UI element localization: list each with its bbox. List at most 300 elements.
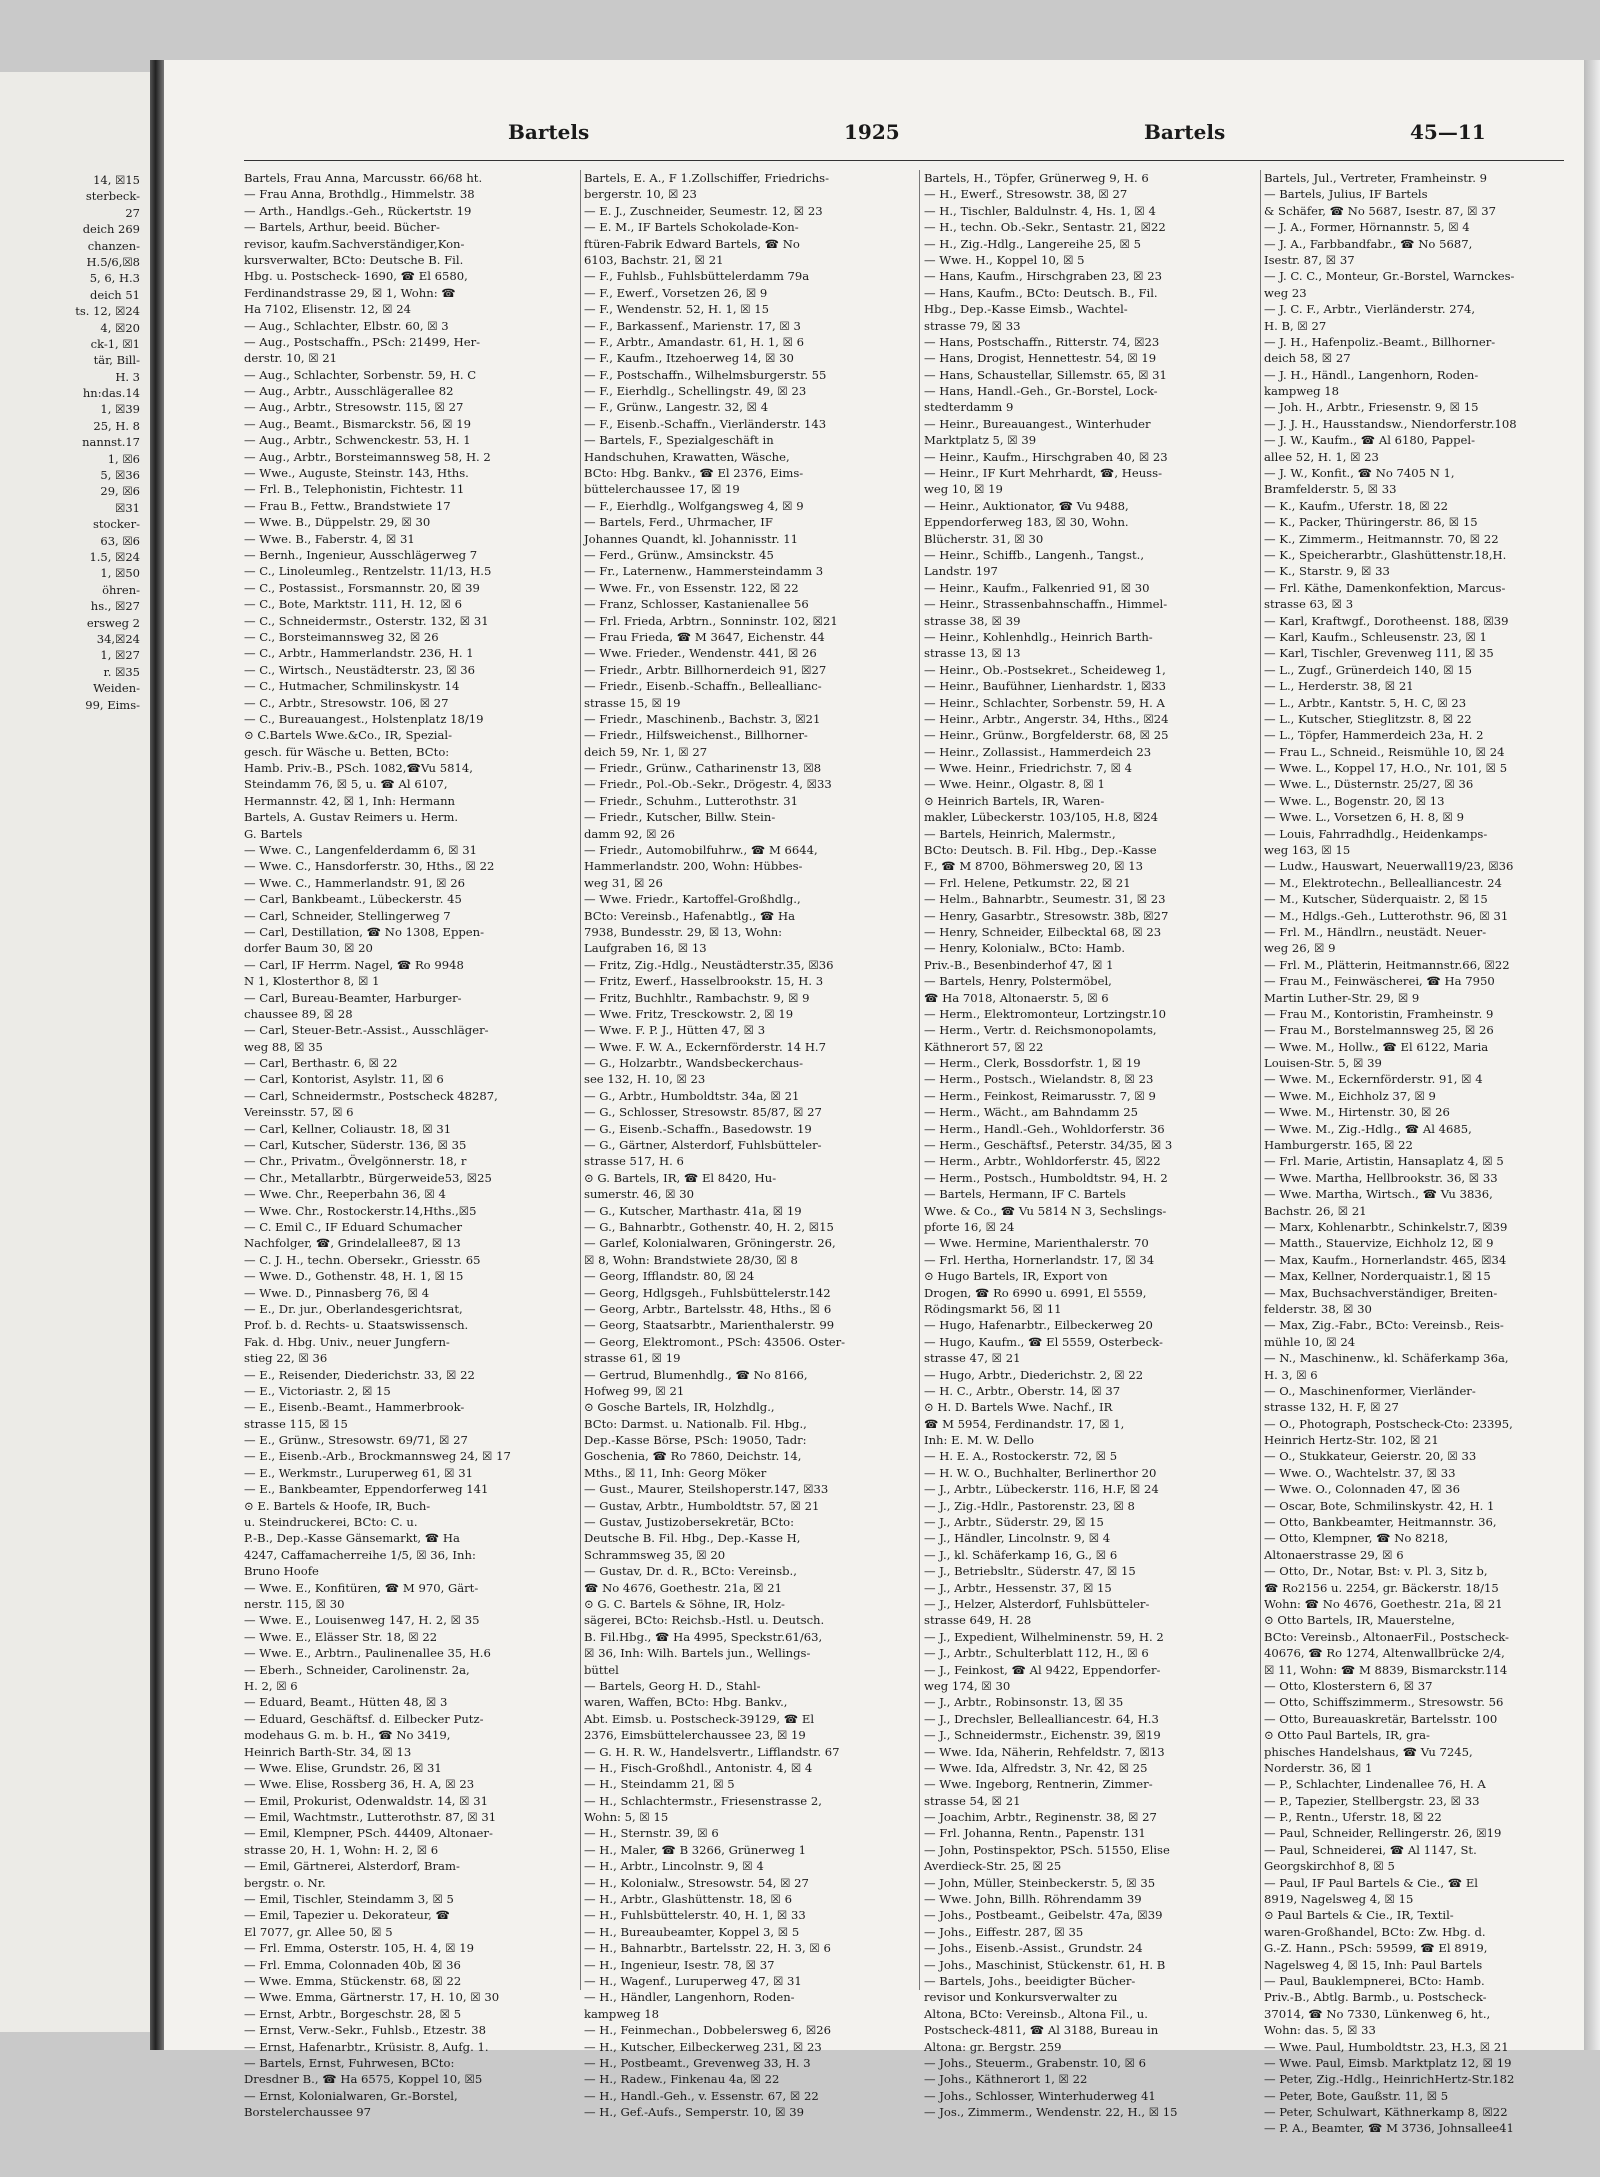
- directory-entry: — J. C. C., Monteur, Gr.-Borstel, Warnckes-: [1264, 269, 1515, 284]
- directory-entry: — E., Eisenb.-Arb., Brockmannsweg 24, ☒ 17: [244, 1449, 511, 1464]
- directory-entry: El 7077, gr. Allee 50, ☒ 5: [244, 1924, 393, 1939]
- directory-entry: G.-Z. Hann., PSch: 59599, ☎ El 8919,: [1264, 1941, 1488, 1956]
- directory-entry: — J., Schneidermstr., Eichenstr. 39, ☒19: [924, 1728, 1161, 1743]
- directory-entry: dorfer Baum 30, ☒ 20: [244, 941, 373, 956]
- directory-entry: — E. J., Zuschneider, Seumestr. 12, ☒ 23: [584, 203, 823, 218]
- directory-entry: revisor, kaufm.Sachverständiger,Kon-: [244, 236, 465, 251]
- directory-entry: — Helm., Bahnarbtr., Seumestr. 31, ☒ 23: [924, 892, 1166, 907]
- directory-entry: — Carl, Schneider, Stellingerweg 7: [244, 908, 451, 923]
- directory-entry: — Wwe. M., Hollw., ☎ El 6122, Maria: [1264, 1039, 1489, 1054]
- directory-entry: bergstr. o. Nr.: [244, 1875, 326, 1890]
- directory-entry: — Wwe. Chr., Reeperbahn 36, ☒ 4: [244, 1187, 446, 1202]
- directory-entry: — J. H., Händl., Langenhorn, Roden-: [1264, 367, 1479, 382]
- directory-entry: chaussee 89, ☒ 28: [244, 1006, 353, 1021]
- directory-entry: Nachfolger, ☎, Grindelallee87, ☒ 13: [244, 1236, 461, 1251]
- directory-entry: ☒ 36, Inh: Wilh. Bartels jun., Wellings-: [584, 1646, 811, 1661]
- directory-entry: — Friedr., Pol.-Ob.-Sekr., Drögestr. 4, ☒33: [584, 777, 832, 792]
- previous-page-line: 14, ☒15: [93, 173, 140, 187]
- directory-entry: — Peter, Zig.-Hdlg., HeinrichHertz-Str.182: [1264, 2072, 1515, 2087]
- directory-entry: Ferdinandstrasse 29, ☒ 1, Wohn: ☎: [244, 285, 456, 300]
- directory-entry: Käthnerort 57, ☒ 22: [924, 1039, 1044, 1054]
- directory-entry: Blücherstr. 31, ☒ 30: [924, 531, 1044, 546]
- directory-entry: — Heinr., Kaufm., Falkenried 91, ☒ 30: [924, 580, 1150, 595]
- directory-entry: — K., Packer, Thüringerstr. 86, ☒ 15: [1264, 515, 1478, 530]
- directory-entry: Prof. b. d. Rechts- u. Staatswissensch.: [244, 1318, 469, 1333]
- directory-entry: deich 58, ☒ 27: [1264, 351, 1351, 366]
- directory-entry: — K., Kaufm., Uferstr. 18, ☒ 22: [1264, 498, 1449, 513]
- previous-page-line: ☒31: [115, 500, 140, 515]
- directory-entry: — Henry, Schneider, Eilbecktal 68, ☒ 23: [924, 924, 1162, 939]
- directory-entry: — Ernst, Verw.-Sekr., Fuhlsb., Etzestr. 38: [244, 2023, 486, 2038]
- directory-entry: — Wwe. F. P. J., Hütten 47, ☒ 3: [584, 1023, 766, 1038]
- directory-entry: — Frau B., Fettw., Brandstwiete 17: [244, 498, 451, 513]
- directory-entry: — Emil, Prokurist, Odenwaldstr. 14, ☒ 31: [244, 1793, 488, 1808]
- directory-entry: Heinrich Hertz-Str. 102, ☒ 21: [1264, 1433, 1439, 1448]
- previous-page-column: [0, 172, 140, 713]
- directory-entry: — P., Rentn., Uferstr. 18, ☒ 22: [1264, 1810, 1442, 1825]
- directory-entry: — Ludw., Hauswart, Neuerwall19/23, ☒36: [1264, 859, 1514, 874]
- directory-entry: — F., Wendenstr. 52, H. 1, ☒ 15: [584, 302, 770, 317]
- directory-entry: — Ferd., Grünw., Amsinckstr. 45: [584, 547, 774, 562]
- directory-entry: — Hugo, Kaufm., ☎ El 5559, Osterbeck-: [924, 1334, 1163, 1349]
- directory-entry: bergerstr. 10, ☒ 23: [584, 187, 697, 202]
- directory-entry: — K., Speicherarbtr., Glashüttenstr.18,H.: [1264, 547, 1507, 562]
- directory-entry: — E., Bankbeamter, Eppendorferweg 141: [244, 1482, 489, 1497]
- directory-entry: mühle 10, ☒ 24: [1264, 1334, 1356, 1349]
- directory-entry: Bartels, Jul., Vertreter, Framheinstr. 9: [1264, 171, 1487, 185]
- directory-entry: — Wwe. B., Düppelstr. 29, ☒ 30: [244, 515, 431, 530]
- previous-page-line: stocker-: [92, 517, 140, 532]
- directory-entry: — Herm., Wächt., am Bahndamm 25: [924, 1105, 1139, 1120]
- directory-entry: — L., Herderstr. 38, ☒ 21: [1264, 679, 1414, 694]
- directory-entry: — M., Kutscher, Süderquaistr. 2, ☒ 15: [1264, 892, 1488, 907]
- directory-entry: Bachstr. 26, ☒ 21: [1264, 1203, 1367, 1218]
- directory-entry: — E. M., IF Bartels Schokolade-Kon-: [584, 220, 799, 235]
- directory-entry: — J., Helzer, Alsterdorf, Fuhlsbütteler-: [924, 1596, 1150, 1611]
- directory-entry: — Wwe. Emma, Stückenstr. 68, ☒ 22: [244, 1973, 462, 1988]
- directory-entry: ⊙ Otto Paul Bartels, IR, gra-: [1264, 1728, 1430, 1743]
- directory-entry: — Johs., Postbeamt., Geibelstr. 47a, ☒39: [924, 1908, 1163, 1923]
- directory-entry: — Wwe. E., Elässer Str. 18, ☒ 22: [244, 1629, 438, 1644]
- directory-entry: gesch. für Wäsche u. Betten, BCto:: [244, 744, 450, 759]
- directory-entry: damm 92, ☒ 26: [584, 826, 675, 841]
- directory-entry: — Eduard, Beamt., Hütten 48, ☒ 3: [244, 1695, 448, 1710]
- directory-entry: — Herm., Postsch., Humboldtstr. 94, H. 2: [924, 1170, 1168, 1185]
- page-edge: [1584, 60, 1600, 2050]
- directory-entry: — J. W., Konfit., ☎ No 7405 N 1,: [1264, 466, 1455, 481]
- directory-entry: — H., Maler, ☎ B 3266, Grünerweg 1: [584, 1842, 807, 1857]
- directory-entry: — G., Schlosser, Stresowstr. 85/87, ☒ 27: [584, 1105, 822, 1120]
- directory-entry: — M., Elektrotechn., Bellealliancestr. 24: [1264, 875, 1502, 890]
- directory-entry: — Heinr., Bureauangest., Winterhuder: [924, 416, 1151, 431]
- directory-entry: — Frl. Helene, Petkumstr. 22, ☒ 21: [924, 875, 1131, 890]
- directory-entry: — Bartels, Julius, IF Bartels: [1264, 187, 1428, 202]
- directory-entry: — Friedr., Arbtr. Billhornerdeich 91, ☒27: [584, 662, 827, 677]
- directory-entry: stedterdamm 9: [924, 400, 1014, 415]
- directory-entry: BCto: Hbg. Bankv., ☎ El 2376, Eims-: [584, 466, 804, 481]
- directory-entry: — G., Arbtr., Humboldtstr. 34a, ☒ 21: [584, 1088, 800, 1103]
- directory-entry: — F., Eierhdlg., Schellingstr. 49, ☒ 23: [584, 384, 807, 399]
- directory-entry: — H., Feinmechan., Dobbelersweg 6, ☒26: [584, 2023, 831, 2038]
- directory-entry: Bartels, H., Töpfer, Grünerweg 9, H. 6: [924, 171, 1149, 185]
- directory-entry: — Heinr., Auktionator, ☎ Vu 9488,: [924, 498, 1129, 513]
- directory-entry: — Ernst, Arbtr., Borgeschstr. 28, ☒ 5: [244, 2006, 462, 2021]
- directory-entry: — Bartels, Henry, Polstermöbel,: [924, 974, 1112, 989]
- directory-entry: stieg 22, ☒ 36: [244, 1351, 328, 1366]
- directory-entry: — Otto, Dr., Notar, Bst: v. Pl. 3, Sitz b,: [1264, 1564, 1488, 1579]
- directory-entry: derstr. 10, ☒ 21: [244, 351, 338, 366]
- directory-entry: — H., Fisch-Großhdl., Antonistr. 4, ☒ 4: [584, 1760, 813, 1775]
- directory-entry: Handschuhen, Krawatten, Wäsche,: [584, 449, 790, 464]
- directory-page: [164, 60, 1584, 2136]
- directory-entry: — Frl. Marie, Artistin, Hansaplatz 4, ☒ 5: [1264, 1154, 1504, 1169]
- directory-entry: — G., Kutscher, Marthastr. 41a, ☒ 19: [584, 1203, 802, 1218]
- directory-entry: — E., Reisender, Diederichstr. 33, ☒ 22: [244, 1367, 475, 1382]
- directory-entry: — Frau M., Feinwäscherei, ☎ Ha 7950: [1264, 974, 1495, 989]
- directory-entry: — Johs., Käthnerort 1, ☒ 22: [924, 2072, 1088, 2087]
- directory-entry: Laufgraben 16, ☒ 13: [584, 941, 707, 956]
- directory-entry: Martin Luther-Str. 29, ☒ 9: [1264, 990, 1420, 1005]
- directory-entry: kampweg 18: [584, 2006, 659, 2021]
- directory-entry: makler, Lübeckerstr. 103/105, H.8, ☒24: [924, 810, 1158, 825]
- directory-entry: — Carl, Bureau-Beamter, Harburger-: [244, 990, 462, 1005]
- directory-entry: — Frl. M., Plätterin, Heitmannstr.66, ☒22: [1264, 957, 1510, 972]
- directory-entry: Dep.-Kasse Börse, PSch: 19050, Tadr:: [584, 1433, 807, 1448]
- directory-entry: — J., Betriebsltr., Süderstr. 47, ☒ 15: [924, 1564, 1136, 1579]
- directory-entry: — Wwe. L., Bogenstr. 20, ☒ 13: [1264, 793, 1445, 808]
- directory-entry: Hermannstr. 42, ☒ 1, Inh: Hermann: [244, 793, 456, 808]
- directory-entry: — Emil, Klempner, PSch. 44409, Altonaer-: [244, 1826, 493, 1841]
- directory-entry: — John, Postinspektor, PSch. 51550, Elise: [924, 1842, 1170, 1857]
- directory-entry: — Wwe. M., Zig.-Hdlg., ☎ Al 4685,: [1264, 1121, 1472, 1136]
- directory-entry: — Otto, Bureauaskretär, Bartelsstr. 100: [1264, 1711, 1498, 1726]
- previous-page-line: hs., ☒27: [90, 599, 140, 614]
- directory-entry: — Bartels, Ernst, Fuhrwesen, BCto:: [244, 2055, 455, 2070]
- directory-entry: — Emil, Gärtnerei, Alsterdorf, Bram-: [244, 1859, 460, 1874]
- directory-entry: — Frau M., Borstelmannsweg 25, ☒ 26: [1264, 1023, 1494, 1038]
- directory-entry: — Wwe. Ida, Näherin, Rehfeldstr. 7, ☒13: [924, 1744, 1165, 1759]
- page-header: [164, 120, 1584, 154]
- directory-entry: Goschenia, ☎ Ro 7860, Deichstr. 14,: [584, 1449, 802, 1464]
- directory-entry: H. 2, ☒ 6: [244, 1678, 298, 1693]
- directory-entry: — G., Gärtner, Alsterdorf, Fuhlsbütteler-: [584, 1138, 822, 1153]
- directory-entry: weg 26, ☒ 9: [1264, 941, 1336, 956]
- directory-entry: — O., Stukkateur, Geierstr. 20, ☒ 33: [1264, 1449, 1477, 1464]
- directory-entry: Dresdner B., ☎ Ha 6575, Koppel 10, ☒5: [244, 2072, 483, 2087]
- directory-entry: allee 52, H. 1, ☒ 23: [1264, 449, 1379, 464]
- directory-entry: — Wwe. Heinr., Olgastr. 8, ☒ 1: [924, 777, 1105, 792]
- directory-entry: Hofweg 99, ☒ 21: [584, 1383, 685, 1398]
- directory-entry: ftüren-Fabrik Edward Bartels, ☎ No: [584, 236, 800, 251]
- directory-entry: Nagelsweg 4, ☒ 15, Inh: Paul Bartels: [1264, 1957, 1483, 1972]
- previous-page-line: hn:das.14: [82, 386, 140, 401]
- directory-entry: — H., Bureaubeamter, Koppel 3, ☒ 5: [584, 1924, 800, 1939]
- directory-entry: Marktplatz 5, ☒ 39: [924, 433, 1037, 448]
- directory-entry: Bramfelderstr. 5, ☒ 33: [1264, 482, 1397, 497]
- directory-entry: — Louis, Fahrradhdlg., Heidenkamps-: [1264, 826, 1488, 841]
- directory-entry: strasse 79, ☒ 33: [924, 318, 1021, 333]
- directory-entry: — O., Maschinenformer, Vierländer-: [1264, 1383, 1476, 1398]
- directory-entry: — F., Grünw., Langestr. 32, ☒ 4: [584, 400, 769, 415]
- directory-entry: 2376, Eimsbüttelerchaussee 23, ☒ 19: [584, 1728, 806, 1743]
- directory-entry: — John, Müller, Steinbeckerstr. 5, ☒ 35: [924, 1875, 1156, 1890]
- directory-entry: weg 10, ☒ 19: [924, 482, 1003, 497]
- directory-entry: — Wwe. E., Louisenweg 147, H. 2, ☒ 35: [244, 1613, 480, 1628]
- directory-entry: — Henry, Gasarbtr., Stresowstr. 38b, ☒27: [924, 908, 1169, 923]
- directory-entry: — Hans, Postschaffn., Ritterstr. 74, ☒23: [924, 334, 1160, 349]
- directory-entry: ☎ Ro2156 u. 2254, gr. Bäckerstr. 18/15: [1264, 1580, 1499, 1595]
- directory-entry: — Aug., Arbtr., Borsteimannsweg 58, H. 2: [244, 449, 491, 464]
- directory-entry: — Otto, Klosterstern 6, ☒ 37: [1264, 1678, 1433, 1693]
- directory-entry: — Georg, Ifflandstr. 80, ☒ 24: [584, 1269, 755, 1284]
- directory-entry: — Heinr., Ob.-Postsekret., Scheideweg 1,: [924, 662, 1166, 677]
- directory-entry: — H., Gef.-Aufs., Semperstr. 10, ☒ 39: [584, 2105, 805, 2120]
- header-year: 1925: [844, 120, 900, 144]
- previous-page-line: chanzen-: [87, 238, 140, 253]
- directory-entry: N 1, Klosterthor 8, ☒ 1: [244, 974, 380, 989]
- directory-entry: — C., Arbtr., Hammerlandstr. 236, H. 1: [244, 646, 474, 661]
- directory-entry: — Wwe. F. W. A., Eckernförderstr. 14 H.7: [584, 1039, 826, 1054]
- directory-entry: BCto: Darmst. u. Nationalb. Fil. Hbg.,: [584, 1416, 807, 1431]
- directory-entry: — Wwe. D., Gothenstr. 48, H. 1, ☒ 15: [244, 1269, 464, 1284]
- previous-page-line: 25, H. 8: [93, 418, 140, 433]
- directory-entry: — Carl, Kontorist, Asylstr. 11, ☒ 6: [244, 1072, 444, 1087]
- directory-entry: — J., Arbtr., Schulterblatt 112, H., ☒ 6: [924, 1646, 1149, 1661]
- directory-entry: — Hugo, Arbtr., Diederichstr. 2, ☒ 22: [924, 1367, 1144, 1382]
- directory-entry: Isestr. 87, ☒ 37: [1264, 252, 1355, 267]
- directory-entry: — Wwe. Fritz, Tresckowstr. 2, ☒ 19: [584, 1006, 794, 1021]
- directory-entry: — Wwe. Paul, Humboldtstr. 23, H.3, ☒ 21: [1264, 2039, 1509, 2054]
- directory-entry: — Johs., Eisenb.-Assist., Grundstr. 24: [924, 1941, 1143, 1956]
- directory-entry: — Herm., Handl.-Geh., Wohldorferstr. 36: [924, 1121, 1165, 1136]
- header-right-keyword: Bartels: [1144, 120, 1226, 144]
- directory-entry: — Bartels, Heinrich, Malermstr.,: [924, 826, 1116, 841]
- directory-entry: — Gertrud, Blumenhdlg., ☎ No 8166,: [584, 1367, 808, 1382]
- directory-entry: strasse 517, H. 6: [584, 1154, 684, 1169]
- directory-entry: — H. E. A., Rostockerstr. 72, ☒ 5: [924, 1449, 1118, 1464]
- directory-entry: — J. W., Kaufm., ☎ Al 6180, Pappel-: [1264, 433, 1476, 448]
- directory-entry: — G. H. R. W., Handelsvertr., Lifflandstr. 67: [584, 1744, 840, 1759]
- directory-entry: — Friedr., Kutscher, Billw. Stein-: [584, 810, 776, 825]
- directory-entry: — Aug., Arbtr., Schwenckestr. 53, H. 1: [244, 433, 471, 448]
- directory-entry: — Frl. Johanna, Rentn., Papenstr. 131: [924, 1826, 1146, 1841]
- directory-entry: — H., Steindamm 21, ☒ 5: [584, 1777, 735, 1792]
- directory-entry: Altonaerstrasse 29, ☒ 6: [1264, 1547, 1404, 1562]
- directory-entry: — F., Postschaffn., Wilhelmsburgerstr. 55: [584, 367, 827, 382]
- previous-page-line: deich 51: [90, 287, 140, 302]
- directory-entry: — C., Hutmacher, Schmilinskystr. 14: [244, 679, 460, 694]
- directory-entry: — E., Werkmstr., Luruperweg 61, ☒ 31: [244, 1465, 473, 1480]
- directory-entry: kampweg 18: [1264, 384, 1339, 399]
- directory-entry: — Friedr., Hilfsweichenst., Billhorner-: [584, 728, 808, 743]
- directory-entry: — Karl, Tischler, Grevenweg 111, ☒ 35: [1264, 646, 1494, 661]
- directory-entry: — Wwe. Ida, Alfredstr. 3, Nr. 42, ☒ 25: [924, 1760, 1148, 1775]
- previous-page-line: 27: [125, 205, 140, 220]
- directory-entry: — Wwe. L., Koppel 17, H.O., Nr. 101, ☒ 5: [1264, 761, 1508, 776]
- directory-entry: — Georg, Arbtr., Bartelsstr. 48, Hths., ☒ 6: [584, 1301, 832, 1316]
- directory-entry: — H., Tischler, Baldulnstr. 4, Hs. 1, ☒ 4: [924, 203, 1156, 218]
- directory-entry: — Heinr., Zollassist., Hammerdeich 23: [924, 744, 1152, 759]
- directory-entry: — Peter, Bote, Gaußstr. 11, ☒ 5: [1264, 2088, 1449, 2103]
- directory-entry: — J., Arbtr., Robinsonstr. 13, ☒ 35: [924, 1695, 1124, 1710]
- directory-entry: B. Fil.Hbg., ☎ Ha 4995, Speckstr.61/63,: [584, 1629, 823, 1644]
- directory-entry: P.-B., Dep.-Kasse Gänsemarkt, ☎ Ha: [244, 1531, 460, 1546]
- directory-entry: — Carl, Kutscher, Süderstr. 136, ☒ 35: [244, 1138, 467, 1153]
- directory-entry: — Carl, Kellner, Coliaustr. 18, ☒ 31: [244, 1121, 452, 1136]
- header-page-number: 45—11: [1410, 120, 1486, 144]
- directory-entry: Schrammsweg 35, ☒ 20: [584, 1547, 726, 1562]
- directory-entry: ☒ 8, Wohn: Brandstwiete 28/30, ☒ 8: [584, 1252, 798, 1267]
- directory-entry: — Aug., Arbtr., Stresowstr. 115, ☒ 27: [244, 400, 464, 415]
- directory-entry: — Bartels, F., Spezialgeschäft in: [584, 433, 774, 448]
- directory-entry: Georgskirchhof 8, ☒ 5: [1264, 1859, 1395, 1874]
- previous-page-line: 63, ☒6: [100, 533, 140, 548]
- directory-entry: — Herm., Postsch., Wielandstr. 8, ☒ 23: [924, 1072, 1154, 1087]
- directory-entry: Mths., ☒ 11, Inh: Georg Möker: [584, 1465, 767, 1480]
- directory-entry: — Frl. Käthe, Damenkonfektion, Marcus-: [1264, 580, 1506, 595]
- directory-entry: — Friedr., Grünw., Catharinenstr 13, ☒8: [584, 761, 822, 776]
- previous-page-line: ersweg 2: [86, 615, 140, 630]
- directory-entry: — J. H., Hafenpoliz.-Beamt., Billhorner-: [1264, 334, 1496, 349]
- directory-entry: u. Steindruckerei, BCto: C. u.: [244, 1515, 418, 1530]
- directory-entry: — Bartels, Georg H. D., Stahl-: [584, 1678, 761, 1693]
- directory-entry: — Wwe. Martha, Wirtsch., ☎ Vu 3836,: [1264, 1187, 1493, 1202]
- directory-entry: — Matth., Stauervize, Eichholz 12, ☒ 9: [1264, 1236, 1494, 1251]
- directory-entry: — L., Kutscher, Stieglitzstr. 8, ☒ 22: [1264, 711, 1472, 726]
- directory-entry: — Joachim, Arbtr., Reginenstr. 38, ☒ 27: [924, 1810, 1157, 1825]
- directory-entry: ☒ 11, Wohn: ☎ M 8839, Bismarckstr.114: [1264, 1662, 1508, 1677]
- previous-page-line: 4, ☒20: [100, 320, 140, 335]
- directory-entry: Wohn: das. 5, ☒ 33: [1264, 2023, 1376, 2038]
- column-4: [1264, 170, 1594, 2136]
- directory-entry: — J., Expedient, Wilhelminenstr. 59, H. 2: [924, 1629, 1164, 1644]
- directory-entry: — C., Arbtr., Stresowstr. 106, ☒ 27: [244, 695, 449, 710]
- directory-entry: — O., Photograph, Postscheck-Cto: 23395,: [1264, 1416, 1513, 1431]
- directory-entry: — C. Emil C., IF Eduard Schumacher: [244, 1220, 463, 1234]
- directory-entry: Wohn: ☎ No 4676, Goethestr. 21a, ☒ 21: [1264, 1596, 1503, 1611]
- directory-entry: — J., Zig.-Hdlr., Pastorenstr. 23, ☒ 8: [924, 1498, 1135, 1513]
- directory-entry: ⊙ C.Bartels Wwe.&Co., IR, Spezial-: [244, 728, 453, 743]
- directory-entry: weg 163, ☒ 15: [1264, 843, 1351, 858]
- directory-entry: — F., Eisenb.-Schaffn., Vierländerstr. 143: [584, 416, 827, 431]
- directory-entry: — Eberh., Schneider, Carolinenstr. 2a,: [244, 1662, 470, 1677]
- directory-entry: — Fritz, Zig.-Hdlg., Neustädterstr.35, ☒36: [584, 957, 834, 972]
- directory-entry: — Herm., Feinkost, Reimarusstr. 7, ☒ 9: [924, 1088, 1156, 1103]
- directory-entry: — Frau Frieda, ☎ M 3647, Eichenstr. 44: [584, 629, 825, 644]
- directory-entry: Heinrich Barth-Str. 34, ☒ 13: [244, 1744, 412, 1759]
- directory-entry: — Otto, Klempner, ☎ No 8218,: [1264, 1531, 1449, 1546]
- directory-entry: — Wwe. L., Düsternstr. 25/27, ☒ 36: [1264, 777, 1474, 792]
- directory-entry: — H., Zig.-Hdlg., Langereihe 25, ☒ 5: [924, 236, 1142, 251]
- previous-page-line: ts. 12, ☒24: [75, 304, 140, 319]
- directory-entry: — Max, Kellner, Norderquaistr.1, ☒ 15: [1264, 1269, 1491, 1284]
- directory-entry: — Gustav, Justizobersekretär, BCto:: [584, 1515, 795, 1530]
- directory-entry: phisches Handelshaus, ☎ Vu 7245,: [1264, 1744, 1473, 1759]
- directory-entry: — F., Kaufm., Itzehoerweg 14, ☒ 30: [584, 351, 794, 366]
- directory-entry: strasse 20, H. 1, Wohn: H. 2, ☒ 6: [244, 1842, 439, 1857]
- directory-entry: Hammerlandstr. 200, Wohn: Hübbes-: [584, 859, 803, 874]
- directory-entry: — Chr., Privatm., Övelgönnerstr. 18, r: [244, 1154, 467, 1169]
- previous-page-line: öhren-: [102, 582, 140, 597]
- previous-page-fragment: [0, 72, 150, 2032]
- directory-entry: — Heinr., Strassenbahnschaffn., Himmel-: [924, 597, 1168, 612]
- directory-entry: waren-Großhandel, BCto: Zw. Hbg. d.: [1264, 1924, 1486, 1939]
- directory-entry: BCto: Vereinsb., Hafenabtlg., ☎ Ha: [584, 908, 795, 923]
- previous-page-line: Weiden-: [93, 681, 140, 696]
- directory-entry: waren, Waffen, BCto: Hbg. Bankv.,: [584, 1695, 788, 1710]
- directory-entry: — P., Tapezier, Stellbergstr. 23, ☒ 33: [1264, 1793, 1480, 1808]
- directory-entry: — H., Postbeamt., Grevenweg 33, H. 3: [584, 2055, 811, 2070]
- previous-page-line: 5, ☒36: [100, 468, 140, 483]
- directory-entry: — Wwe. H., Koppel 10, ☒ 5: [924, 252, 1085, 267]
- directory-entry: — H., Schlachtermstr., Friesenstrasse 2,: [584, 1793, 822, 1808]
- directory-entry: — Wwe. M., Eichholz 37, ☒ 9: [1264, 1088, 1436, 1103]
- directory-entry: — Hans, Kaufm., Hirschgraben 23, ☒ 23: [924, 269, 1163, 284]
- directory-entry: strasse 13, ☒ 13: [924, 646, 1021, 661]
- directory-entry: — Wwe. Elise, Grundstr. 26, ☒ 31: [244, 1760, 442, 1775]
- directory-entry: ⊙ G. C. Bartels & Söhne, IR, Holz-: [584, 1596, 785, 1611]
- directory-entry: — N., Maschinenw., kl. Schäferkamp 36a,: [1264, 1351, 1509, 1366]
- directory-entry: — J. C. F., Arbtr., Vierländerstr. 274,: [1264, 302, 1476, 317]
- directory-entry: 37014, ☎ No 7330, Lünkenweg 6, ht.,: [1264, 2006, 1491, 2021]
- directory-entry: — Oscar, Bote, Schmilinskystr. 42, H. 1: [1264, 1498, 1495, 1513]
- directory-entry: Bartels, A. Gustav Reimers u. Herm.: [244, 810, 459, 825]
- directory-entry: — Heinr., Grünw., Borgfelderstr. 68, ☒ 25: [924, 728, 1169, 743]
- directory-entry: 4247, Caffamacherreihe 1/5, ☒ 36, Inh:: [244, 1547, 476, 1562]
- directory-entry: — J. J. H., Hausstandsw., Niendorferstr.108: [1264, 416, 1517, 431]
- directory-entry: — Otto, Schiffszimmerm., Stresowstr. 56: [1264, 1695, 1504, 1710]
- directory-entry: — Wwe. Heinr., Friedrichstr. 7, ☒ 4: [924, 761, 1133, 776]
- directory-entry: — Wwe. L., Vorsetzen 6, H. 8, ☒ 9: [1264, 810, 1464, 825]
- header-left-keyword: Bartels: [508, 120, 590, 144]
- directory-entry: Fak. d. Hbg. Univ., neuer Jungfern-: [244, 1334, 450, 1349]
- directory-entry: — K., Starstr. 9, ☒ 33: [1264, 564, 1390, 579]
- directory-entry: — Max, Zig.-Fabr., BCto: Vereinsb., Reis-: [1264, 1318, 1504, 1333]
- directory-entry: — G., Bahnarbtr., Gothenstr. 40, H. 2, ☒15: [584, 1220, 834, 1234]
- directory-entry: kursverwalter, BCto: Deutsche B. Fil.: [244, 252, 464, 267]
- previous-page-line: 29, ☒6: [100, 484, 140, 499]
- directory-entry: — E., Victoriastr. 2, ☒ 15: [244, 1383, 391, 1398]
- directory-entry: — G., Eisenb.-Schaffn., Basedowstr. 19: [584, 1121, 812, 1136]
- directory-entry: büttelerchaussee 17, ☒ 19: [584, 482, 740, 497]
- directory-entry: — M., Hdlgs.-Geh., Lutterothstr. 96, ☒ 31: [1264, 908, 1509, 923]
- directory-entry: — Herm., Geschäftsf., Peterstr. 34/35, ☒ 3: [924, 1138, 1173, 1153]
- directory-entry: — Wwe., Auguste, Steinstr. 143, Hths.: [244, 466, 469, 481]
- directory-entry: ⊙ Paul Bartels & Cie., IR, Textil-: [1264, 1908, 1454, 1923]
- directory-entry: — Bartels, Johs., beeidigter Bücher-: [924, 1973, 1136, 1988]
- directory-entry: — L., Zugf., Grünerdeich 140, ☒ 15: [1264, 662, 1473, 677]
- directory-entry: — J., kl. Schäferkamp 16, G., ☒ 6: [924, 1547, 1118, 1562]
- directory-entry: — Garlef, Kolonialwaren, Gröningerstr. 26,: [584, 1236, 836, 1251]
- directory-entry: — J., Feinkost, ☎ Al 9422, Eppendorfer-: [924, 1662, 1161, 1677]
- directory-entry: — E., Eisenb.-Beamt., Hammerbrook-: [244, 1400, 465, 1415]
- directory-entry: — Herm., Clerk, Bossdorfstr. 1, ☒ 19: [924, 1056, 1141, 1071]
- directory-entry: strasse 649, H. 28: [924, 1613, 1032, 1628]
- directory-entry: — C., Schneidermstr., Osterstr. 132, ☒ 31: [244, 613, 489, 628]
- directory-entry: ⊙ H. D. Bartels Wwe. Nachf., IR: [924, 1400, 1113, 1415]
- directory-entry: ☎ Ha 7018, Altonaerstr. 5, ☒ 6: [924, 990, 1109, 1005]
- directory-entry: — Henry, Kolonialw., BCto: Hamb.: [924, 941, 1126, 956]
- directory-entry: 6103, Bachstr. 21, ☒ 21: [584, 252, 724, 267]
- directory-entry: Louisen-Str. 5, ☒ 39: [1264, 1056, 1382, 1071]
- directory-entry: — Carl, Steuer-Betr.-Assist., Ausschläger-: [244, 1023, 489, 1038]
- directory-entry: — Frl. Hertha, Hornerlandstr. 17, ☒ 34: [924, 1252, 1155, 1267]
- directory-entry: — C., Bureauangest., Holstenplatz 18/19: [244, 711, 484, 726]
- directory-entry: 7938, Bundesstr. 29, ☒ 13, Wohn:: [584, 924, 783, 939]
- directory-entry: — Wwe. Martha, Hellbrookstr. 36, ☒ 33: [1264, 1170, 1498, 1185]
- directory-entry: — Carl, Bankbeamt., Lübeckerstr. 45: [244, 892, 462, 907]
- directory-entry: ⊙ Otto Bartels, IR, Mauerstelne,: [1264, 1613, 1455, 1628]
